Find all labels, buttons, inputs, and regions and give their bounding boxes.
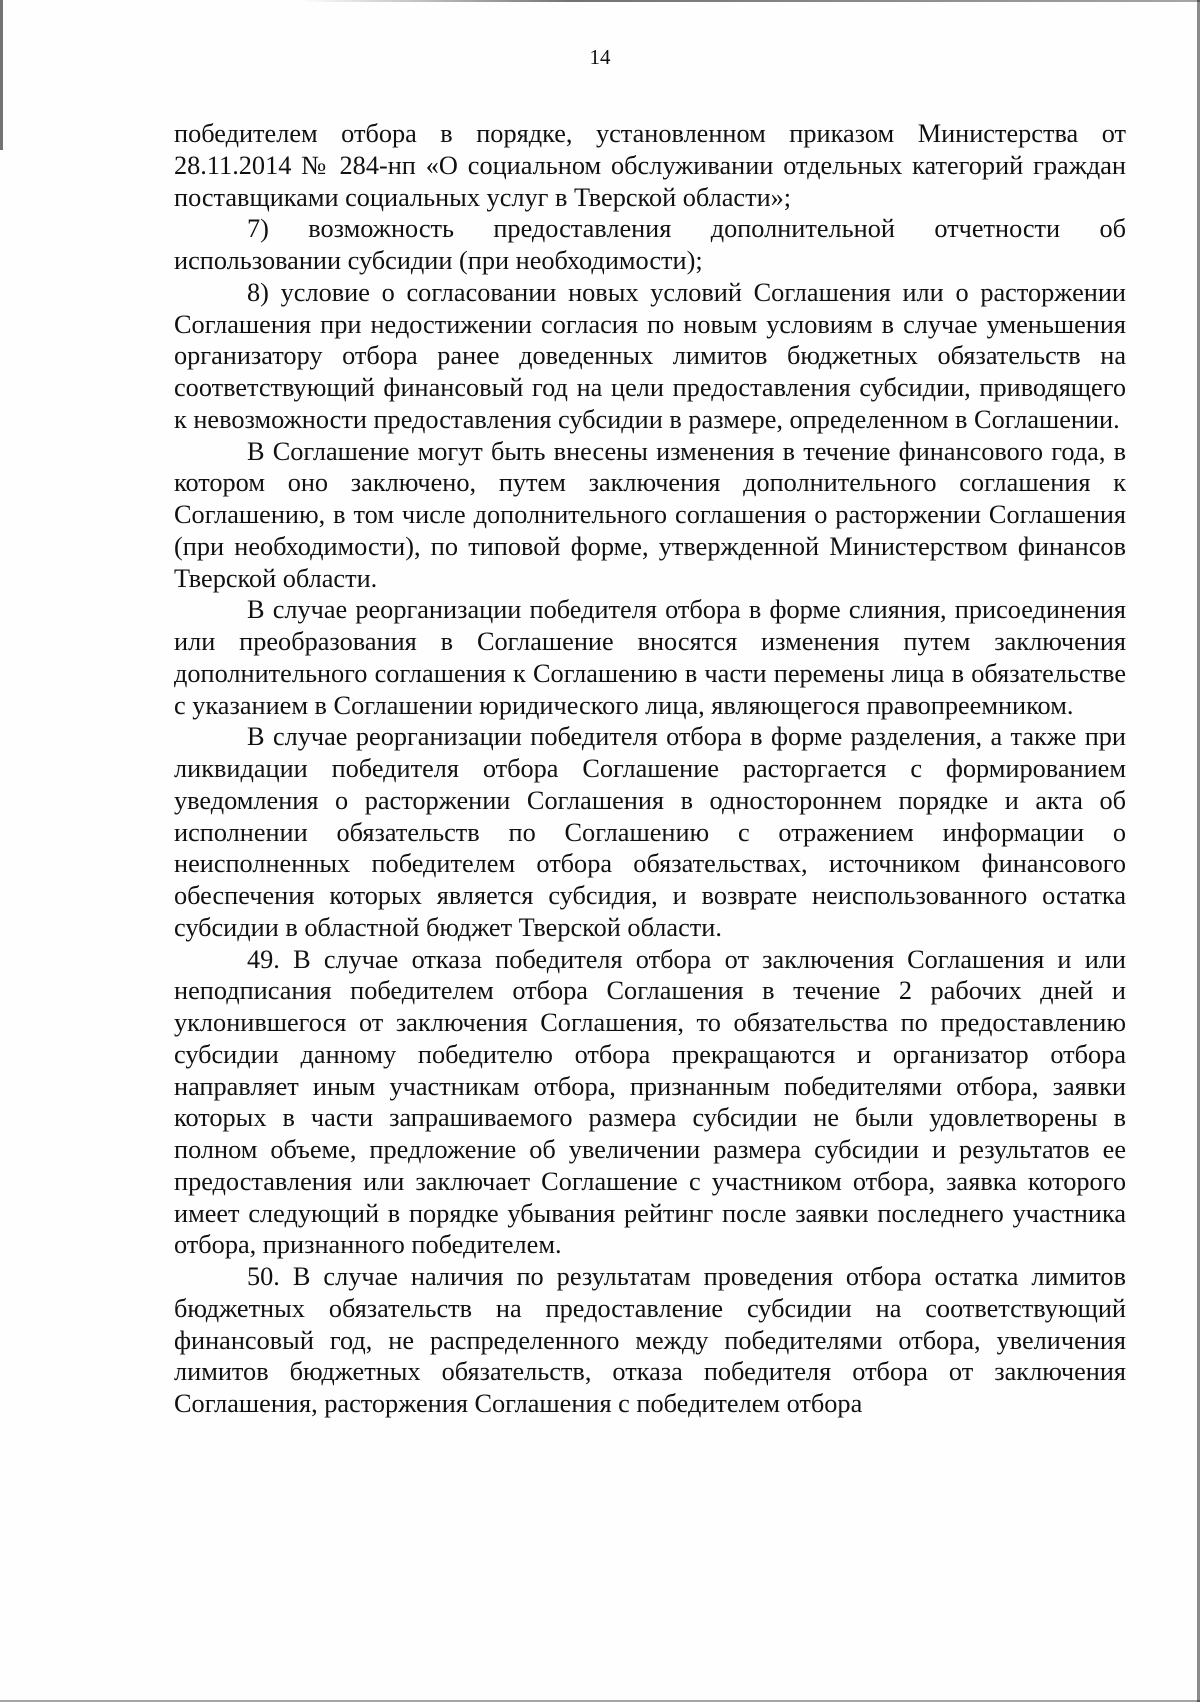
paragraph-clause-49: 49. В случае отказа победителя отбора от заключения Соглашения и или неподписания победителем отбора Соглашения в течение 2 рабочих дней и уклонившегося от заключения Соглашения, то обязательства по предоставлению субсидии данному победителю отбора прекращаются и организатор отбора направляет иным участникам отбора, признанным победителями отбора, заявки которых в части запрашиваемого размера субсидии не были удовлетворены в полном объеме, предложение об увеличении размера субсидии и результатов ее предоставления или заключает Соглашение с участником отбора, заявка которого имеет следующий в порядке убывания рейтинг после заявки последнего участника отбора, признанного победителем. (174, 944, 1126, 1260)
paragraph-amendments: В Соглашение могут быть внесены изменения в течение финансового года, в котором оно заключено, путем заключения дополнительного соглашения к Соглашению, в том числе дополнительного соглашения о расторжении Соглашения (при необходимости), по типовой форме, утвержденной Министерством финансов Тверской области. (174, 436, 1126, 593)
paragraph-item-7: 7) возможность предоставления дополнительной отчетности об использовании субсидии (при необходимости); (174, 214, 1126, 275)
paragraph-clause-50: 50. В случае наличия по результатам проведения отбора остатка лимитов бюджетных обязательств на предоставление субсидии на соответствующий финансовый год, не распределенного между победителями отбора, увеличения лимитов бюджетных обязательств, отказа победителя отбора от заключения Соглашения, расторжения Соглашения с победителем отбора (174, 1262, 1126, 1418)
document-body (174, 118, 1126, 1420)
paragraph-reorganization-merger: В случае реорганизации победителя отбора в форме слияния, присоединения или преобразования в Соглашение вносятся изменения путем заключения дополнительного соглашения к Соглашению в части перемены лица в обязательстве с указанием в Соглашении юридического лица, являющегося правопреемником. (174, 595, 1126, 720)
page-number: 14 (589, 45, 611, 69)
paragraph-reorganization-division: В случае реорганизации победителя отбора в форме разделения, а также при ликвидации победителя отбора Соглашение расторгается с формированием уведомления о расторжении Соглашения в одностороннем порядке и акта об исполнении обязательств по Соглашению с отражением информации о неисполненных победителем отбора обязательствах, источником финансового обеспечения которых является субсидия, и возврате неиспользованного остатка субсидии в областной бюджет Тверской области. (174, 722, 1126, 942)
paragraph-item-8: 8) условие о согласовании новых условий Соглашения или о расторжении Соглашения при недостижении согласия по новым условиям в случае уменьшения организатору отбора ранее доведенных лимитов бюджетных обязательств на соответствующий финансовый год на цели предоставления субсидии, приводящего к невозможности предоставления субсидии в размере, определенном в Соглашении. (174, 277, 1126, 434)
paragraph-continuation: победителем отбора в порядке, установленном приказом Министерства от 28.11.2014 № 284-нп «О социальном обслуживании отдельных категорий граждан поставщиками социальных услуг в Тверской области»; (174, 119, 1126, 212)
scan-edge-top (300, 0, 1200, 2)
scan-edge-left (0, 0, 3, 150)
